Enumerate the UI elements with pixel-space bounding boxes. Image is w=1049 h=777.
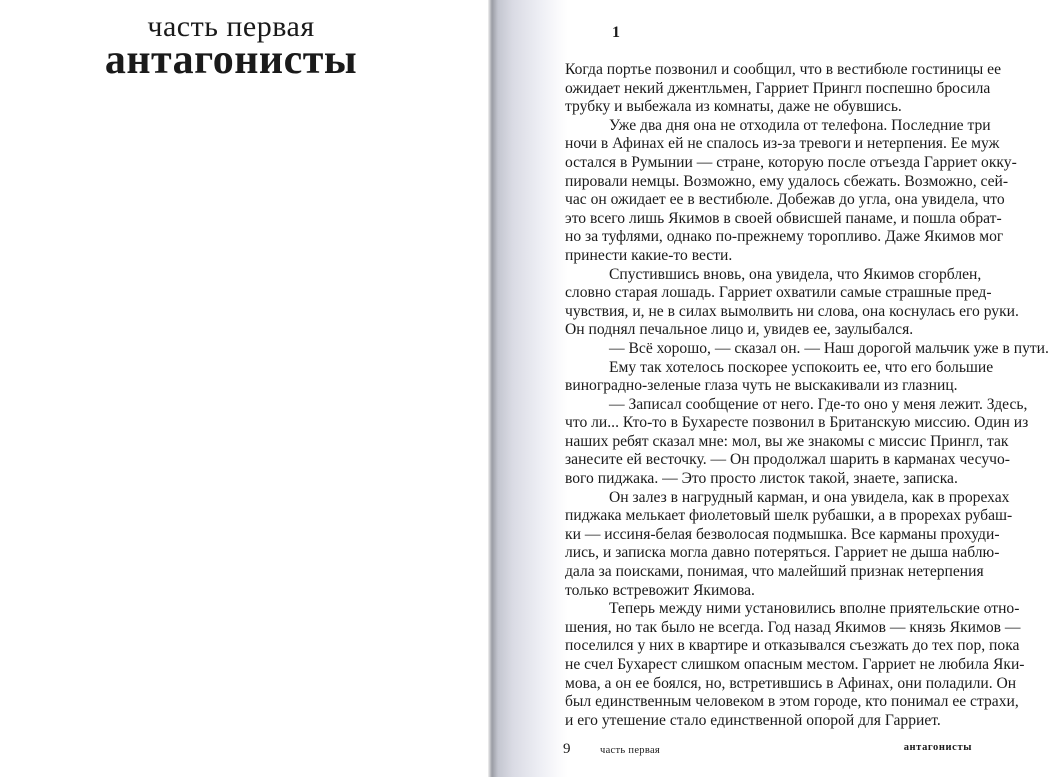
text-line: ожидает некий джентльмен, Гарриет Прингл поспешно бросила [565, 79, 991, 97]
text-line: пировали немцы. Возможно, ему удалось сбежать. Возможно, сей- [565, 172, 1009, 190]
text-line: поселился у них в квартире и отказывался съезжать до тех пор, пока [565, 637, 1020, 655]
text-line: вого пиджака. — Это просто листок такой, знаете, записка. [565, 470, 958, 488]
footer-section-title: антагонисты [903, 742, 972, 753]
part-label: часть первая [147, 10, 315, 43]
text-line: не счел Бухарест слишком опасным местом. Гарриет не любила Яки- [565, 656, 1025, 673]
body-text [565, 61, 1049, 730]
text-line: трубку и выбежала из комнаты, даже не обувшись. [565, 98, 902, 116]
text-line: шения, но так было не всегда. Год назад Якимов — князь Якимов — [565, 618, 1021, 636]
text-line: словно старая лошадь. Гарриет охватили самые страшные пред- [565, 284, 992, 302]
text-line: Когда портье позвонил и сообщил, что в вестибюле гостиницы ее [565, 61, 1002, 78]
text-line: — Записал сообщение от него. Где-то оно у меня лежит. Здесь, [609, 395, 1028, 413]
text-line: Уже два дня она не отходила от телефона. Последние три [609, 116, 991, 134]
text-line: но за туфлями, однако по-прежнему торопливо. Даже Якимов мог [565, 228, 1004, 246]
book-gutter-shadow [488, 0, 568, 777]
text-line: дала за поисками, понимая, что малейший признак нетерпения [565, 563, 984, 581]
text-line: и его утешение стало единственной опорой для Гарриет. [565, 711, 941, 729]
text-line: час он ожидает ее в вестибюле. Добежав до угла, она увидела, что [565, 191, 1005, 209]
text-line: что ли... Кто-то в Бухаресте позвонил в Британскую миссию. Один из [565, 414, 1029, 432]
text-line: принести какие-то вести. [565, 246, 733, 264]
text-line: Ему так хотелось поскорее успокоить ее, что его большие [609, 358, 994, 376]
text-line: Он поднял печальное лицо и, увидев ее, заулыбался. [565, 321, 914, 339]
text-line: мова, а он ее боялся, но, встретившись в Афинах, они поладили. Он [565, 674, 1017, 692]
text-line: Теперь между ними установились вполне приятельские отно- [609, 600, 1020, 618]
part-title: антагонисты [104, 37, 358, 83]
text-line: Он залез в нагрудный карман, и она увидела, как в прорехах [609, 488, 1010, 506]
text-line: пиджака мелькает фиолетовый шелк рубашки, а в прорехах рубаш- [565, 507, 1013, 525]
text-line: ки — иссиня-белая безволосая подмышка. Все карманы прохуди- [565, 525, 1000, 543]
text-line: это всего лишь Якимов в своей обвисшей панаме, и пошла обрат- [565, 209, 1002, 227]
footer-part-label: часть первая [600, 745, 661, 756]
text-line: виноградно-зеленые глаза чуть не выскакивали из глазниц. [565, 377, 958, 395]
text-line: ночи в Афинах ей не спалось из-за тревоги и нетерпения. Ее муж [565, 135, 1000, 153]
text-line: остался в Румынии — стране, которую после отъезда Гарриет окку- [565, 153, 1017, 171]
text-line: занесите ей весточку. — Он продолжал шарить в карманах чесучо- [565, 451, 1010, 469]
text-line: — Всё хорошо, — сказал он. — Наш дорогой мальчик уже в пути. [609, 339, 1049, 357]
text-line: чувствия, и, не в силах вымолвить ни слова, она коснулась его руки. [565, 302, 1019, 320]
footer-page-number: 9 [563, 741, 571, 757]
text-line: был единственным человеком в этом городе, кто понимал ее страхи, [565, 693, 1019, 711]
text-line: наших ребят сказал мне: мол, вы же знакомы с миссис Прингл, так [565, 432, 1009, 450]
text-line: только встревожит Якимова. [565, 581, 755, 599]
text-line: Спустившись вновь, она увидела, что Якимов сгорблен, [609, 265, 982, 283]
left-page [0, 0, 492, 777]
text-line: лись, и записка могла давно потеряться. Гарриет не дыша наблю- [565, 544, 1000, 562]
chapter-number: 1 [612, 24, 620, 41]
